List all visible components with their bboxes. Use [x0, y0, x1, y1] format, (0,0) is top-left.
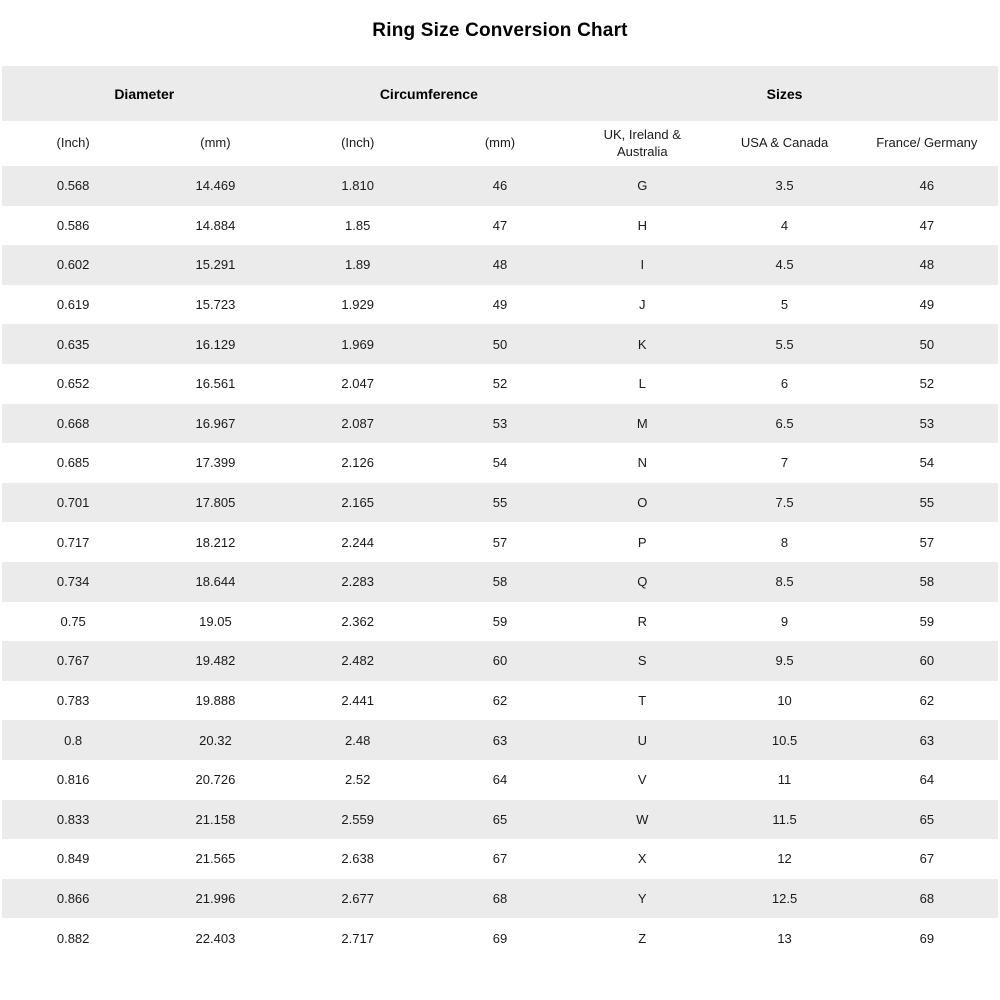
- table-cell: S: [637, 653, 647, 669]
- table-cell: 59: [492, 613, 508, 629]
- table-cell: 2.717: [341, 930, 374, 946]
- table-cell: N: [637, 455, 647, 471]
- table-cell: 6: [780, 376, 789, 392]
- table-cell: 9: [780, 613, 789, 629]
- table-cell: 2.047: [341, 376, 374, 392]
- table-cell: 10: [777, 693, 792, 709]
- table-cell: 9.5: [775, 653, 794, 669]
- table-cell: 2.362: [341, 613, 374, 629]
- group-header: Diameter: [114, 85, 175, 102]
- table-cell: 52: [919, 376, 935, 392]
- table-cell: 47: [919, 217, 935, 233]
- table-cell: 0.668: [56, 415, 90, 431]
- table-cell: 53: [919, 415, 935, 431]
- table-cell: 49: [919, 297, 935, 313]
- table-cell: 15.723: [195, 297, 236, 313]
- table-head: [2, 66, 998, 166]
- table-cell: V: [637, 772, 647, 788]
- table-cell: 0.8: [64, 732, 83, 748]
- table-cell: 21.565: [195, 851, 236, 867]
- table-row: [2, 522, 998, 562]
- table-cell: 1.85: [345, 217, 371, 233]
- column-header: (Inch): [56, 135, 90, 151]
- table-body: [2, 166, 998, 958]
- table-cell: M: [636, 415, 648, 431]
- page-title: Ring Size Conversion Chart: [372, 20, 628, 41]
- table-row: [2, 760, 998, 800]
- table-cell: 54: [919, 455, 935, 471]
- ring-size-table: [2, 66, 998, 958]
- column-header: (Inch): [341, 135, 375, 151]
- table-cell: 2.441: [341, 693, 374, 709]
- table-cell: 16.129: [195, 336, 236, 352]
- table-cell: 7.5: [775, 495, 794, 511]
- table-cell: 11.5: [772, 811, 797, 827]
- table-cell: 59: [919, 613, 935, 629]
- table-cell: 7: [780, 455, 789, 471]
- table-row: [2, 324, 998, 364]
- table-cell: 8: [780, 534, 789, 550]
- table-cell: P: [637, 534, 647, 550]
- table-cell: 20.726: [195, 772, 236, 788]
- table-cell: 65: [492, 811, 508, 827]
- table-cell: 46: [919, 178, 935, 194]
- table-cell: 5: [780, 297, 789, 313]
- table-cell: 0.882: [56, 930, 90, 946]
- table-cell: 2.559: [341, 811, 374, 827]
- table-cell: 1.929: [341, 297, 374, 313]
- table-row: [2, 483, 998, 523]
- table-cell: 4.5: [775, 257, 794, 273]
- table-cell: 63: [919, 732, 935, 748]
- table-cell: G: [637, 178, 648, 194]
- table-cell: 0.602: [56, 257, 90, 273]
- table-cell: 48: [919, 257, 935, 273]
- table-cell: 57: [919, 534, 935, 550]
- table-cell: 8.5: [775, 574, 794, 590]
- table-cell: 18.212: [195, 534, 236, 550]
- table-row: [2, 602, 998, 642]
- table-cell: 1.969: [341, 336, 374, 352]
- table-cell: U: [637, 732, 647, 748]
- table-cell: 19.888: [195, 693, 236, 709]
- table-cell: 46: [492, 178, 508, 194]
- table-cell: 6.5: [775, 415, 794, 431]
- table-cell: 0.816: [56, 772, 90, 788]
- table-cell: 55: [492, 495, 508, 511]
- column-header: (mm): [200, 135, 231, 151]
- table-cell: K: [637, 336, 647, 352]
- table-cell: I: [640, 257, 645, 273]
- table-cell: 64: [919, 772, 935, 788]
- table-cell: 12: [777, 851, 792, 867]
- table-cell: 0.568: [56, 178, 90, 194]
- table-cell: 0.652: [56, 376, 90, 392]
- table-cell: 57: [492, 534, 508, 550]
- table-cell: Y: [637, 890, 647, 906]
- table-cell: 11: [777, 772, 792, 788]
- table-row: [2, 641, 998, 681]
- table-row: [2, 364, 998, 404]
- table-cell: 19.05: [199, 613, 232, 629]
- table-cell: 21.158: [195, 811, 236, 827]
- table-row: [2, 800, 998, 840]
- table-cell: 53: [492, 415, 508, 431]
- group-header: Circumference: [379, 85, 478, 102]
- table-row: [2, 720, 998, 760]
- table-cell: 68: [919, 890, 935, 906]
- table-cell: 2.126: [341, 455, 374, 471]
- table-cell: 16.967: [195, 415, 236, 431]
- table-cell: Q: [637, 574, 648, 590]
- table-cell: 63: [492, 732, 508, 748]
- table-cell: 69: [492, 930, 508, 946]
- table-cell: 14.884: [195, 217, 236, 233]
- table-cell: 21.996: [195, 890, 236, 906]
- table-row: [2, 681, 998, 721]
- table-cell: 12.5: [771, 890, 798, 906]
- table-row: [2, 839, 998, 879]
- table-row: [2, 206, 998, 246]
- table-cell: 0.849: [56, 851, 90, 867]
- table-cell: 2.677: [341, 890, 374, 906]
- column-header: USA & Canada: [740, 135, 829, 151]
- table-cell: 50: [919, 336, 935, 352]
- table-cell: 19.482: [195, 653, 236, 669]
- table-cell: 1.810: [341, 178, 374, 194]
- table-row: [2, 562, 998, 602]
- table-cell: 0.734: [56, 574, 90, 590]
- table-cell: 0.619: [56, 297, 90, 313]
- table-cell: 4: [780, 217, 789, 233]
- table-cell: O: [637, 495, 648, 511]
- table-cell: 2.087: [341, 415, 374, 431]
- table-cell: 0.701: [56, 495, 90, 511]
- table-cell: 52: [492, 376, 508, 392]
- table-cell: 48: [492, 257, 508, 273]
- table-cell: W: [636, 811, 649, 827]
- column-header-row: [2, 121, 998, 166]
- table-cell: J: [639, 297, 646, 313]
- table-row: [2, 166, 998, 206]
- table-cell: 0.586: [56, 217, 90, 233]
- table-cell: 49: [492, 297, 508, 313]
- table-cell: Z: [638, 930, 647, 946]
- table-row: [2, 918, 998, 958]
- table-cell: 68: [492, 890, 508, 906]
- table-cell: 67: [919, 851, 935, 867]
- table-cell: 17.805: [195, 495, 236, 511]
- table-cell: 47: [492, 217, 508, 233]
- table-cell: 2.638: [341, 851, 374, 867]
- table-row: [2, 404, 998, 444]
- table-cell: 16.561: [195, 376, 236, 392]
- table-cell: 2.48: [345, 732, 371, 748]
- table-cell: 60: [492, 653, 508, 669]
- table-cell: 60: [919, 653, 935, 669]
- table-cell: 18.644: [195, 574, 236, 590]
- table-cell: 69: [919, 930, 935, 946]
- table-cell: 2.482: [341, 653, 374, 669]
- group-header: Sizes: [766, 85, 803, 102]
- table-cell: 0.866: [56, 890, 90, 906]
- column-header: France/ Germany: [876, 135, 978, 151]
- column-header: UK, Ireland & Australia: [603, 127, 681, 159]
- table-cell: 17.399: [195, 455, 236, 471]
- table-cell: 3.5: [775, 178, 794, 194]
- table-cell: H: [637, 217, 647, 233]
- column-header: (mm): [484, 135, 516, 151]
- table-cell: 62: [492, 693, 508, 709]
- table-cell: T: [638, 693, 647, 709]
- table-cell: 20.32: [199, 732, 232, 748]
- table-row: [2, 879, 998, 919]
- table-cell: 0.635: [56, 336, 90, 352]
- table-cell: 1.89: [345, 257, 371, 273]
- table-cell: 64: [492, 772, 508, 788]
- table-cell: X: [637, 851, 647, 867]
- group-header-row: [2, 66, 998, 121]
- table-cell: 58: [492, 574, 508, 590]
- table-cell: 22.403: [195, 930, 236, 946]
- table-cell: L: [638, 376, 646, 392]
- table-cell: 0.75: [60, 613, 86, 629]
- table-cell: 14.469: [195, 178, 236, 194]
- table-row: [2, 443, 998, 483]
- table-cell: 2.283: [341, 574, 374, 590]
- table-cell: 58: [919, 574, 935, 590]
- table-cell: 67: [492, 851, 508, 867]
- table-cell: 65: [919, 811, 935, 827]
- table-cell: 55: [919, 495, 935, 511]
- table-cell: 5.5: [775, 336, 794, 352]
- table-cell: 0.685: [56, 455, 90, 471]
- table-row: [2, 285, 998, 325]
- table-cell: 0.717: [56, 534, 90, 550]
- table-cell: 50: [492, 336, 508, 352]
- table-cell: 0.833: [56, 811, 90, 827]
- table-cell: R: [637, 613, 647, 629]
- table-cell: 62: [919, 693, 935, 709]
- table-cell: 2.52: [345, 772, 371, 788]
- table-cell: 0.767: [56, 653, 90, 669]
- table-cell: 15.291: [195, 257, 236, 273]
- table-cell: 2.165: [341, 495, 374, 511]
- table-row: [2, 245, 998, 285]
- table-cell: 2.244: [341, 534, 374, 550]
- table-cell: 54: [492, 455, 508, 471]
- table-cell: 0.783: [56, 693, 90, 709]
- table-cell: 10.5: [771, 732, 798, 748]
- table-cell: 13: [777, 930, 792, 946]
